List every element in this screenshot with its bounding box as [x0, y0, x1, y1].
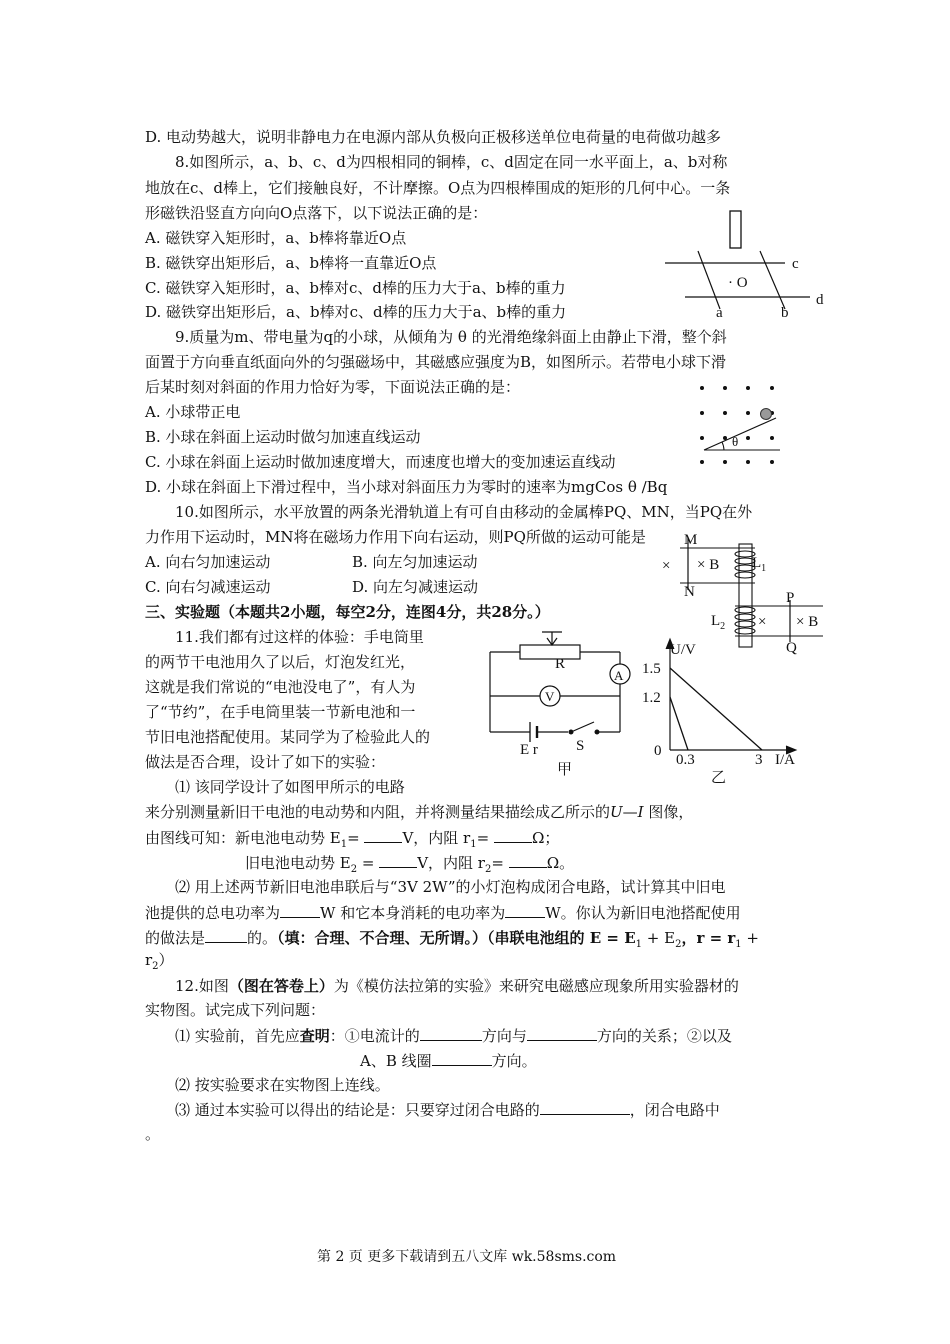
q8-stem-line2: 地放在c、d棒上，它们接触良好，不计摩擦。O点为四根棒围成的矩形的几何中心。一条	[145, 179, 731, 197]
q11-blank-judgement[interactable]	[205, 927, 247, 943]
q12-part1-line2: A、B 线圈 方向。	[360, 1052, 537, 1070]
q11-blank-loss-power[interactable]	[505, 902, 545, 918]
q8-label-d: d	[816, 292, 824, 308]
q12-blank-current[interactable]	[527, 1025, 597, 1041]
q11-part1-line1: ⑴ 该同学设计了如图甲所示的电路	[175, 778, 405, 796]
q9-label-theta: θ	[732, 434, 739, 449]
q12-blank-winding[interactable]	[432, 1050, 492, 1066]
q9-option-d: D. 小球在斜面上下滑过程中，当小球对斜面压力为零时的速率为mgCos θ /Bq	[145, 478, 668, 496]
q10-option-a: A. 向右匀加速运动	[145, 553, 271, 571]
q8-label-o: · O	[728, 275, 748, 291]
q10-field-b1: × B	[697, 557, 720, 573]
section3-title: 三、实验题（本题共2小题，每空2分，连图4分，共28分。）	[145, 603, 550, 621]
q10-option-b: B. 向左匀加速运动	[352, 553, 478, 571]
q10-label-n: N	[684, 584, 695, 600]
q11-part1-line2: 来分别测量新旧干电池的电动势和内阻，并将测量结果描绘成乙所示的U—I 图像，	[145, 803, 694, 821]
q12-part1-line1: ⑴ 实验前，首先应查明：①电流计的 方向与 方向的关系；②以及	[175, 1027, 732, 1045]
q10-option-c: C. 向右匀减速运动	[145, 578, 271, 596]
q11-graph-tick-x1: 0.3	[676, 752, 695, 768]
q11-graph-tick-y1: 1.5	[642, 661, 661, 677]
q12-part2: ⑵ 按实验要求在实物图上连线。	[175, 1076, 390, 1094]
q8-magnet	[730, 211, 741, 248]
q11-part2-line4: $r_2$）	[145, 951, 174, 972]
q8-rod-a	[698, 251, 720, 309]
q10-iron-core	[739, 544, 752, 647]
q11-blank-e2[interactable]	[379, 852, 417, 868]
q11-graph-tick-y2: 1.2	[642, 690, 661, 706]
q9-field-dots	[700, 386, 774, 464]
q11-graph-origin: 0	[654, 743, 662, 759]
q12-part3-line2: 。	[145, 1125, 161, 1143]
q11-label-s: S	[576, 738, 585, 754]
q8-option-b: B. 磁铁穿出矩形后，a、b棒将一直靠近O点	[145, 254, 437, 272]
q11-caption-jia: 甲	[557, 762, 573, 778]
q9-incline	[704, 418, 776, 450]
q11-blank-e1[interactable]	[364, 827, 402, 843]
q12-blank-conclusion[interactable]	[540, 1099, 630, 1115]
q11-graph-ylabel: U/V	[670, 642, 696, 658]
page-footer: 第 2 页 更多下载请到五八文库 wk.58sms.com	[317, 1249, 617, 1265]
q12-blank-deflection[interactable]	[420, 1025, 482, 1041]
q11-circuit-diagram	[480, 632, 640, 762]
q9-option-a: A. 小球带正电	[145, 403, 241, 421]
q11-stem-line5: 节旧电池搭配使用。某同学为了检验此人的	[145, 728, 431, 746]
q11-label-v: V	[545, 689, 555, 704]
q8-label-b: b	[781, 305, 789, 321]
q11-rheostat	[520, 645, 580, 659]
q10-stem-line1: 10.如图所示，水平放置的两条光滑轨道上有可自由移动的金属棒PQ、MN，当PQ在外	[175, 503, 753, 521]
q10-cross-1: ×	[662, 558, 671, 574]
q11-stem-line6: 做法是否合理，设计了如下的实验：	[145, 753, 386, 771]
q11-graph-tick-x2: 3	[755, 752, 763, 768]
q11-graph-line-old	[670, 697, 688, 750]
q11-blank-r1[interactable]	[494, 827, 532, 843]
q10-option-d: D. 向左匀减速运动	[352, 578, 479, 596]
q11-part2-line3: 的做法是 的。（填：合理、不合理、无所谓。）（串联电池组的 $E = E_1 + E_2$，$r = r_1$ +	[145, 929, 759, 950]
q10-label-l1: $L_1$	[752, 555, 767, 574]
q8-figure	[660, 205, 840, 325]
q11-stem-line3: 这就是我们常说的“电池没电了”，有人为	[145, 678, 416, 696]
q10-label-m: M	[684, 532, 698, 548]
q8-option-c: C. 磁铁穿入矩形时，a、b棒对c、d棒的压力大于a、b棒的重力	[145, 279, 566, 297]
q10-cross-2: ×	[758, 614, 767, 630]
q9-option-b: B. 小球在斜面上运动时做匀加速直线运动	[145, 428, 421, 446]
q10-label-l2: $L_2$	[711, 613, 726, 632]
q11-label-er: E r	[520, 742, 538, 758]
q9-stem-line1: 9.质量为m、带电量为q的小球，从倾角为 θ 的光滑绝缘斜面上由静止下滑，整个斜	[175, 328, 727, 346]
q9-figure	[690, 378, 790, 468]
q11-stem-line1: 11.我们都有过这样的体验：手电筒里	[175, 628, 424, 646]
q9-angle-arc	[722, 442, 724, 450]
q10-stem-line2: 力作用下运动时，MN将在磁场力作用下向右运动，则PQ所做的运动可能是	[145, 528, 646, 546]
q8-stem-line1: 8.如图所示，a、b、c、d为四根相同的铜棒，c、d固定在同一水平面上，a、b对称	[175, 153, 728, 171]
q8-label-c: c	[792, 256, 799, 272]
q11-stem-line2: 的两节干电池用久了以后，灯泡发红光，	[145, 653, 416, 671]
q9-ball	[761, 409, 772, 420]
q7-option-d: D. 电动势越大，说明非静电力在电源内部从负极向正极移送单位电荷量的电荷做功越多	[145, 128, 722, 146]
q11-label-a: A	[614, 668, 624, 683]
q12-stem-line1: 12.如图（图在答卷上）为《模仿法拉第的实验》来研究电磁感应现象所用实验器材的	[175, 977, 739, 995]
q11-part1-line3: 由图线可知：新电池电动势 $E_1= V$，内阻 $r_1= \Omega$；	[145, 829, 560, 850]
q8-option-d: D. 磁铁穿出矩形后，a、b棒对c、d棒的压力大于a、b棒的重力	[145, 303, 567, 321]
q9-stem-line3: 后某时刻对斜面的作用力恰好为零，下面说法正确的是：	[145, 378, 521, 396]
q8-stem-line3: 形磁铁沿竖直方向向O点落下，以下说法正确的是：	[145, 204, 488, 222]
q8-rod-b	[760, 251, 785, 309]
q11-blank-r2[interactable]	[509, 852, 547, 868]
q11-blank-total-power[interactable]	[280, 902, 320, 918]
q11-label-r: R	[555, 656, 566, 672]
q8-label-a: a	[716, 305, 723, 321]
q11-ui-graph	[640, 635, 810, 765]
q10-label-p: P	[786, 590, 795, 606]
q11-part2-line1: ⑵ 用上述两节新旧电池串联后与“3V 2W”的小灯泡构成闭合电路，试计算其中旧电	[175, 878, 726, 896]
q11-graph-xlabel: I/A	[775, 752, 795, 768]
q10-label-q: Q	[786, 640, 797, 656]
q12-stem-line2: 实物图。试完成下列问题：	[145, 1001, 326, 1019]
q11-stem-line4: 了“节约”，在手电筒里装一节新电池和一	[145, 703, 416, 721]
q11-switch	[571, 722, 594, 732]
q11-part2-line2: 池提供的总电功率为 W 和它本身消耗的电功率为 W。你认为新旧电池搭配使用	[145, 904, 741, 922]
q8-option-a: A. 磁铁穿入矩形时，a、b棒将靠近O点	[145, 229, 407, 247]
q11-part1-line4: 旧电池电动势 $E_2 = V$，内阻 $r_2= \Omega$。	[245, 854, 575, 875]
q9-stem-line2: 面置于方向垂直纸面向外的匀强磁场中，其磁感应强度为B，如图所示。若带电小球下滑	[145, 353, 727, 371]
q9-option-c: C. 小球在斜面上运动时做加速度增大，而速度也增大的变加速运直线动	[145, 453, 616, 471]
q11-caption-yi: 乙	[711, 770, 727, 786]
q12-part3-line1: ⑶ 通过本实验可以得出的结论是：只要穿过闭合电路的 ，闭合电路中	[175, 1101, 720, 1119]
q10-field-b2: × B	[796, 614, 819, 630]
